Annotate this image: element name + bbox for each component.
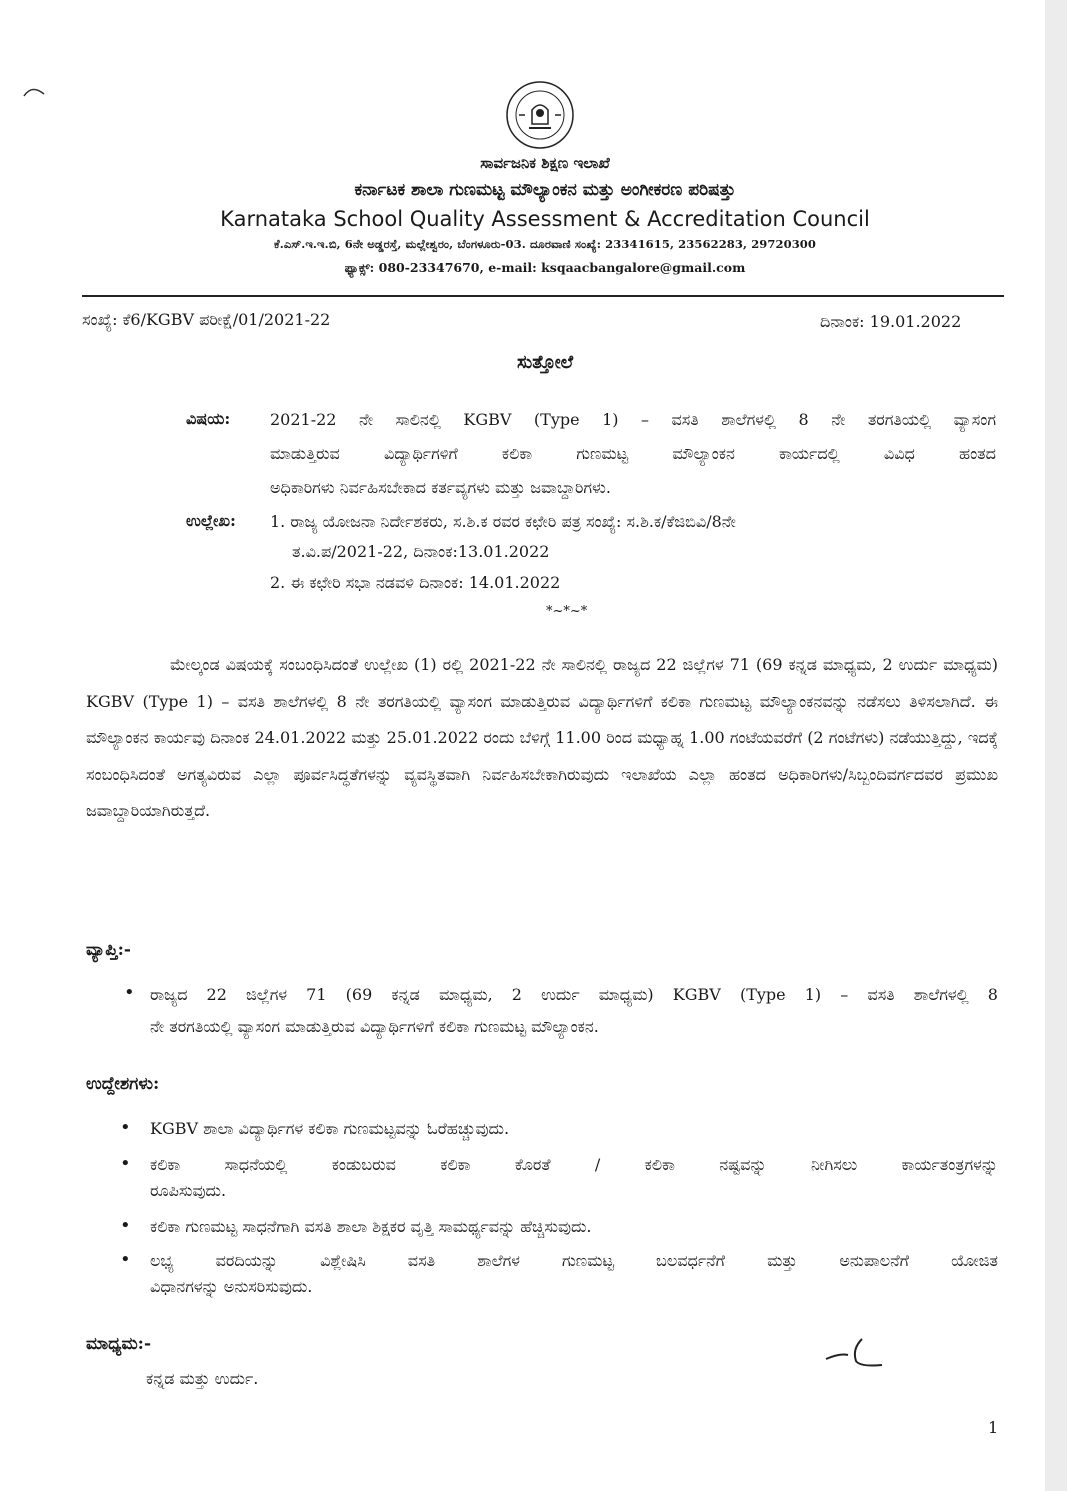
page-number: 1 xyxy=(988,1418,999,1437)
objective-item-4-line-2: ವಿಧಾನಗಳನ್ನು ಅನುಸರಿಸುವುದು. xyxy=(150,1277,313,1296)
scope-item-line-2: ನೇ ತರಗತಿಯಲ್ಲಿ ವ್ಯಾಸಂಗ ಮಾಡುತ್ತಿರುವ ವಿದ್ಯಾರ್ಥಿಗಳಿಗೆ ಕಲಿಕಾ ಗುಣಮಟ್ಟ ಮೌಲ್ಯಾಂಕನ. xyxy=(150,1017,599,1036)
objective-item-4-line-1: ಲಭ್ಯ ವರದಿಯನ್ನು ವಿಶ್ಲೇಷಿಸಿ ವಸತಿ ಶಾಲೆಗಳ ಗುಣಮಟ್ಟ ಬಲವರ್ಧನೆಗೆ ಮತ್ತು ಅನುಪಾಲನೆಗೆ ಯೋಜಿತ xyxy=(150,1251,998,1270)
objective-bullet-4: • xyxy=(120,1249,131,1270)
header-divider xyxy=(82,295,1004,297)
subject-label: ವಿಷಯ: xyxy=(186,409,231,428)
main-paragraph xyxy=(86,647,998,830)
section-separator: *~*~* xyxy=(546,604,588,619)
scope-bullet: • xyxy=(124,982,135,1003)
karnataka-emblem-icon xyxy=(505,80,575,150)
signature-icon xyxy=(822,1335,888,1371)
department-name-kannada: ಸಾರ್ವಜನಿಕ ಶಿಕ್ಷಣ ಇಲಾಖೆ xyxy=(480,154,610,172)
medium-heading: ಮಾಧ್ಯಮ:- xyxy=(86,1334,151,1354)
objective-item-2-line-1: ಕಲಿಕಾ ಸಾಧನೆಯಲ್ಲಿ ಕಂಡುಬರುವ ಕಲಿಕಾ ಕೊರತೆ / ಕಲಿಕಾ ನಷ್ಟವನ್ನು ನೀಗಿಸಲು ಕಾರ್ಯತಂತ್ರಗಳನ್ನು xyxy=(150,1155,998,1174)
objective-item-3: ಕಲಿಕಾ ಗುಣಮಟ್ಟ ಸಾಧನೆಗಾಗಿ ವಸತಿ ಶಾಲಾ ಶಿಕ್ಷಕರ ವೃತ್ತಿ ಸಾಮರ್ಥ್ಯವನ್ನು ಹೆಚ್ಚಿಸುವುದು. xyxy=(150,1217,592,1236)
medium-text: ಕನ್ನಡ ಮತ್ತು ಉರ್ದು. xyxy=(146,1369,259,1388)
objective-item-1: KGBV ಶಾಲಾ ವಿದ್ಯಾರ್ಥಿಗಳ ಕಲಿಕಾ ಗುಣಮಟ್ಟವನ್ನು ಓರೆಹಚ್ಚುವುದು. xyxy=(150,1119,510,1138)
main-paragraph-text: ಮೇಲ್ಕಂಡ ವಿಷಯಕ್ಕೆ ಸಂಬಂಧಿಸಿದಂತೆ ಉಲ್ಲೇಖ (1) ರಲ್ಲಿ 2021-22 ನೇ ಸಾಲಿನಲ್ಲಿ ರಾಜ್ಯದ 22 ಜಿಲ್ಲೆಗಳ 71 (69 ಕನ್ನಡ ಮಾಧ್ಯಮ, 2 ಉರ್ದು ಮಾಧ್ಯಮ) KGBV (Type 1) – ವಸತಿ ಶಾಲೆಗಳಲ್ಲಿ 8 ನೇ ತರಗತಿಯಲ್ಲಿ ವ್ಯಾಸಂಗ ಮಾಡುತ್ತಿರುವ ವಿದ್ಯಾರ್ಥಿಗಳಿಗೆ ಕಲಿಕಾ ಗುಣಮಟ್ಟ ಮೌಲ್ಯಾಂಕನವನ್ನು ನಡೆಸಲು ತಿಳಿಸಲಾಗಿದೆ. ಈ ಮೌಲ್ಯಾಂಕನ ಕಾರ್ಯವು ದಿನಾಂಕ 24.01.2022 ಮತ್ತು 25.01.2022 ರಂದು ಬೆಳಿಗ್ಗೆ 11.00 ರಿಂದ ಮಧ್ಯಾಹ್ನ 1.00 ಗಂಟೆಯವರೆಗೆ (2 ಗಂಟೆಗಳು) ನಡೆಯುತ್ತಿದ್ದು, ಇದಕ್ಕೆ ಸಂಬಂಧಿಸಿದಂತೆ ಅಗತ್ಯವಿರುವ ಎಲ್ಲಾ ಪೂರ್ವಸಿದ್ಧತೆಗಳನ್ನು ವ್ಯವಸ್ಥಿತವಾಗಿ ನಿರ್ವಹಿಸಬೇಕಾಗಿರುವುದು ಇಲಾಖೆಯ ಎಲ್ಲಾ ಹಂತದ ಅಧಿಕಾರಿಗಳು/ಸಿಬ್ಬಂದಿವರ್ಗದವರ ಪ್ರಮುಖ ಜವಾಬ್ದಾರಿಯಾಗಿರುತ್ತದೆ. xyxy=(86,655,998,820)
objective-bullet-2: • xyxy=(120,1153,131,1174)
objectives-heading: ಉದ್ದೇಶಗಳು: xyxy=(86,1074,160,1094)
reference-item-1: 1. ರಾಜ್ಯ ಯೋಜನಾ ನಿರ್ದೇಶಕರು, ಸ.ಶಿ.ಕ ರವರ ಕಛೇರಿ ಪತ್ರ ಸಂಖ್ಯೆ: ಸ.ಶಿ.ಕ/ಕೆಜಿಬಿವಿ/8ನೇ xyxy=(270,512,736,531)
objective-item-2-line-2: ರೂಪಿಸುವುದು. xyxy=(150,1181,227,1200)
council-name-kannada: ಕರ್ನಾಟಕ ಶಾಲಾ ಗುಣಮಟ್ಟ ಮೌಲ್ಯಾಂಕನ ಮತ್ತು ಅಂಗೀಕರಣ ಪರಿಷತ್ತು xyxy=(354,180,736,200)
reference-item-2: 2. ಈ ಕಛೇರಿ ಸಭಾ ನಡವಳಿ ದಿನಾಂಕ: 14.01.2022 xyxy=(270,573,561,592)
subject-line-1: 2021-22 ನೇ ಸಾಲಿನಲ್ಲಿ KGBV (Type 1) – ವಸತಿ ಶಾಲೆಗಳಲ್ಲಿ 8 ನೇ ತರಗತಿಯಲ್ಲಿ ವ್ಯಾಸಂಗ xyxy=(270,410,996,429)
reference-label: ಉಲ್ಲೇಖ: xyxy=(186,511,236,530)
objective-bullet-3: • xyxy=(120,1215,131,1236)
objective-bullet-1: • xyxy=(120,1117,131,1138)
scope-item-line-1: ರಾಜ್ಯದ 22 ಜಿಲ್ಲೆಗಳ 71 (69 ಕನ್ನಡ ಮಾಧ್ಯಮ, 2 ಉರ್ದು ಮಾಧ್ಯಮ) KGBV (Type 1) – ವಸತಿ ಶಾಲೆಗಳಲ್ಲಿ 8 xyxy=(150,985,998,1004)
subject-line-2: ಮಾಡುತ್ತಿರುವ ವಿದ್ಯಾರ್ಥಿಗಳಿಗೆ ಕಲಿಕಾ ಗುಣಮಟ್ಟ ಮೌಲ್ಯಾಂಕನ ಕಾರ್ಯದಲ್ಲಿ ವಿವಿಧ ಹಂತದ xyxy=(270,444,996,463)
reference-number: ಸಂಖ್ಯೆ: ಕೆ6/KGBV ಪರೀಕ್ಷೆ/01/2021-22 xyxy=(82,310,331,329)
council-name-english: Karnataka School Quality Assessment & Accreditation Council xyxy=(220,207,870,231)
scan-mark-icon xyxy=(22,84,46,98)
circular-title: ಸುತ್ತೋಲೆ xyxy=(516,352,574,373)
subject-line-3: ಅಧಿಕಾರಿಗಳು ನಿರ್ವಹಿಸಬೇಕಾದ ಕರ್ತವ್ಯಗಳು ಮತ್ತು ಜವಾಬ್ದಾರಿಗಳು. xyxy=(270,478,611,497)
office-address: ಕೆ.ಎಸ್.ಇ.ಇ.ಬಿ, 6ನೇ ಅಡ್ಡರಸ್ತೆ, ಮಲ್ಲೇಶ್ವರಂ, ಬೆಂಗಳೂರು-03. ದೂರವಾಣಿ ಸಂಖ್ಯೆ: 23341615, 23562283, 29720300 xyxy=(273,237,817,251)
fax-email: ಫ್ಯಾಕ್ಸ್: 080-23347670, e-mail: ksqaacbangalore@gmail.com xyxy=(344,260,746,275)
circular-date: ದಿನಾಂಕ: 19.01.2022 xyxy=(820,312,962,331)
scope-heading: ವ್ಯಾಪ್ತಿ:- xyxy=(86,940,131,960)
reference-item-1-cont: ತ.ವಿ.ಪ/2021-22, ದಿನಾಂಕ:13.01.2022 xyxy=(292,542,550,561)
